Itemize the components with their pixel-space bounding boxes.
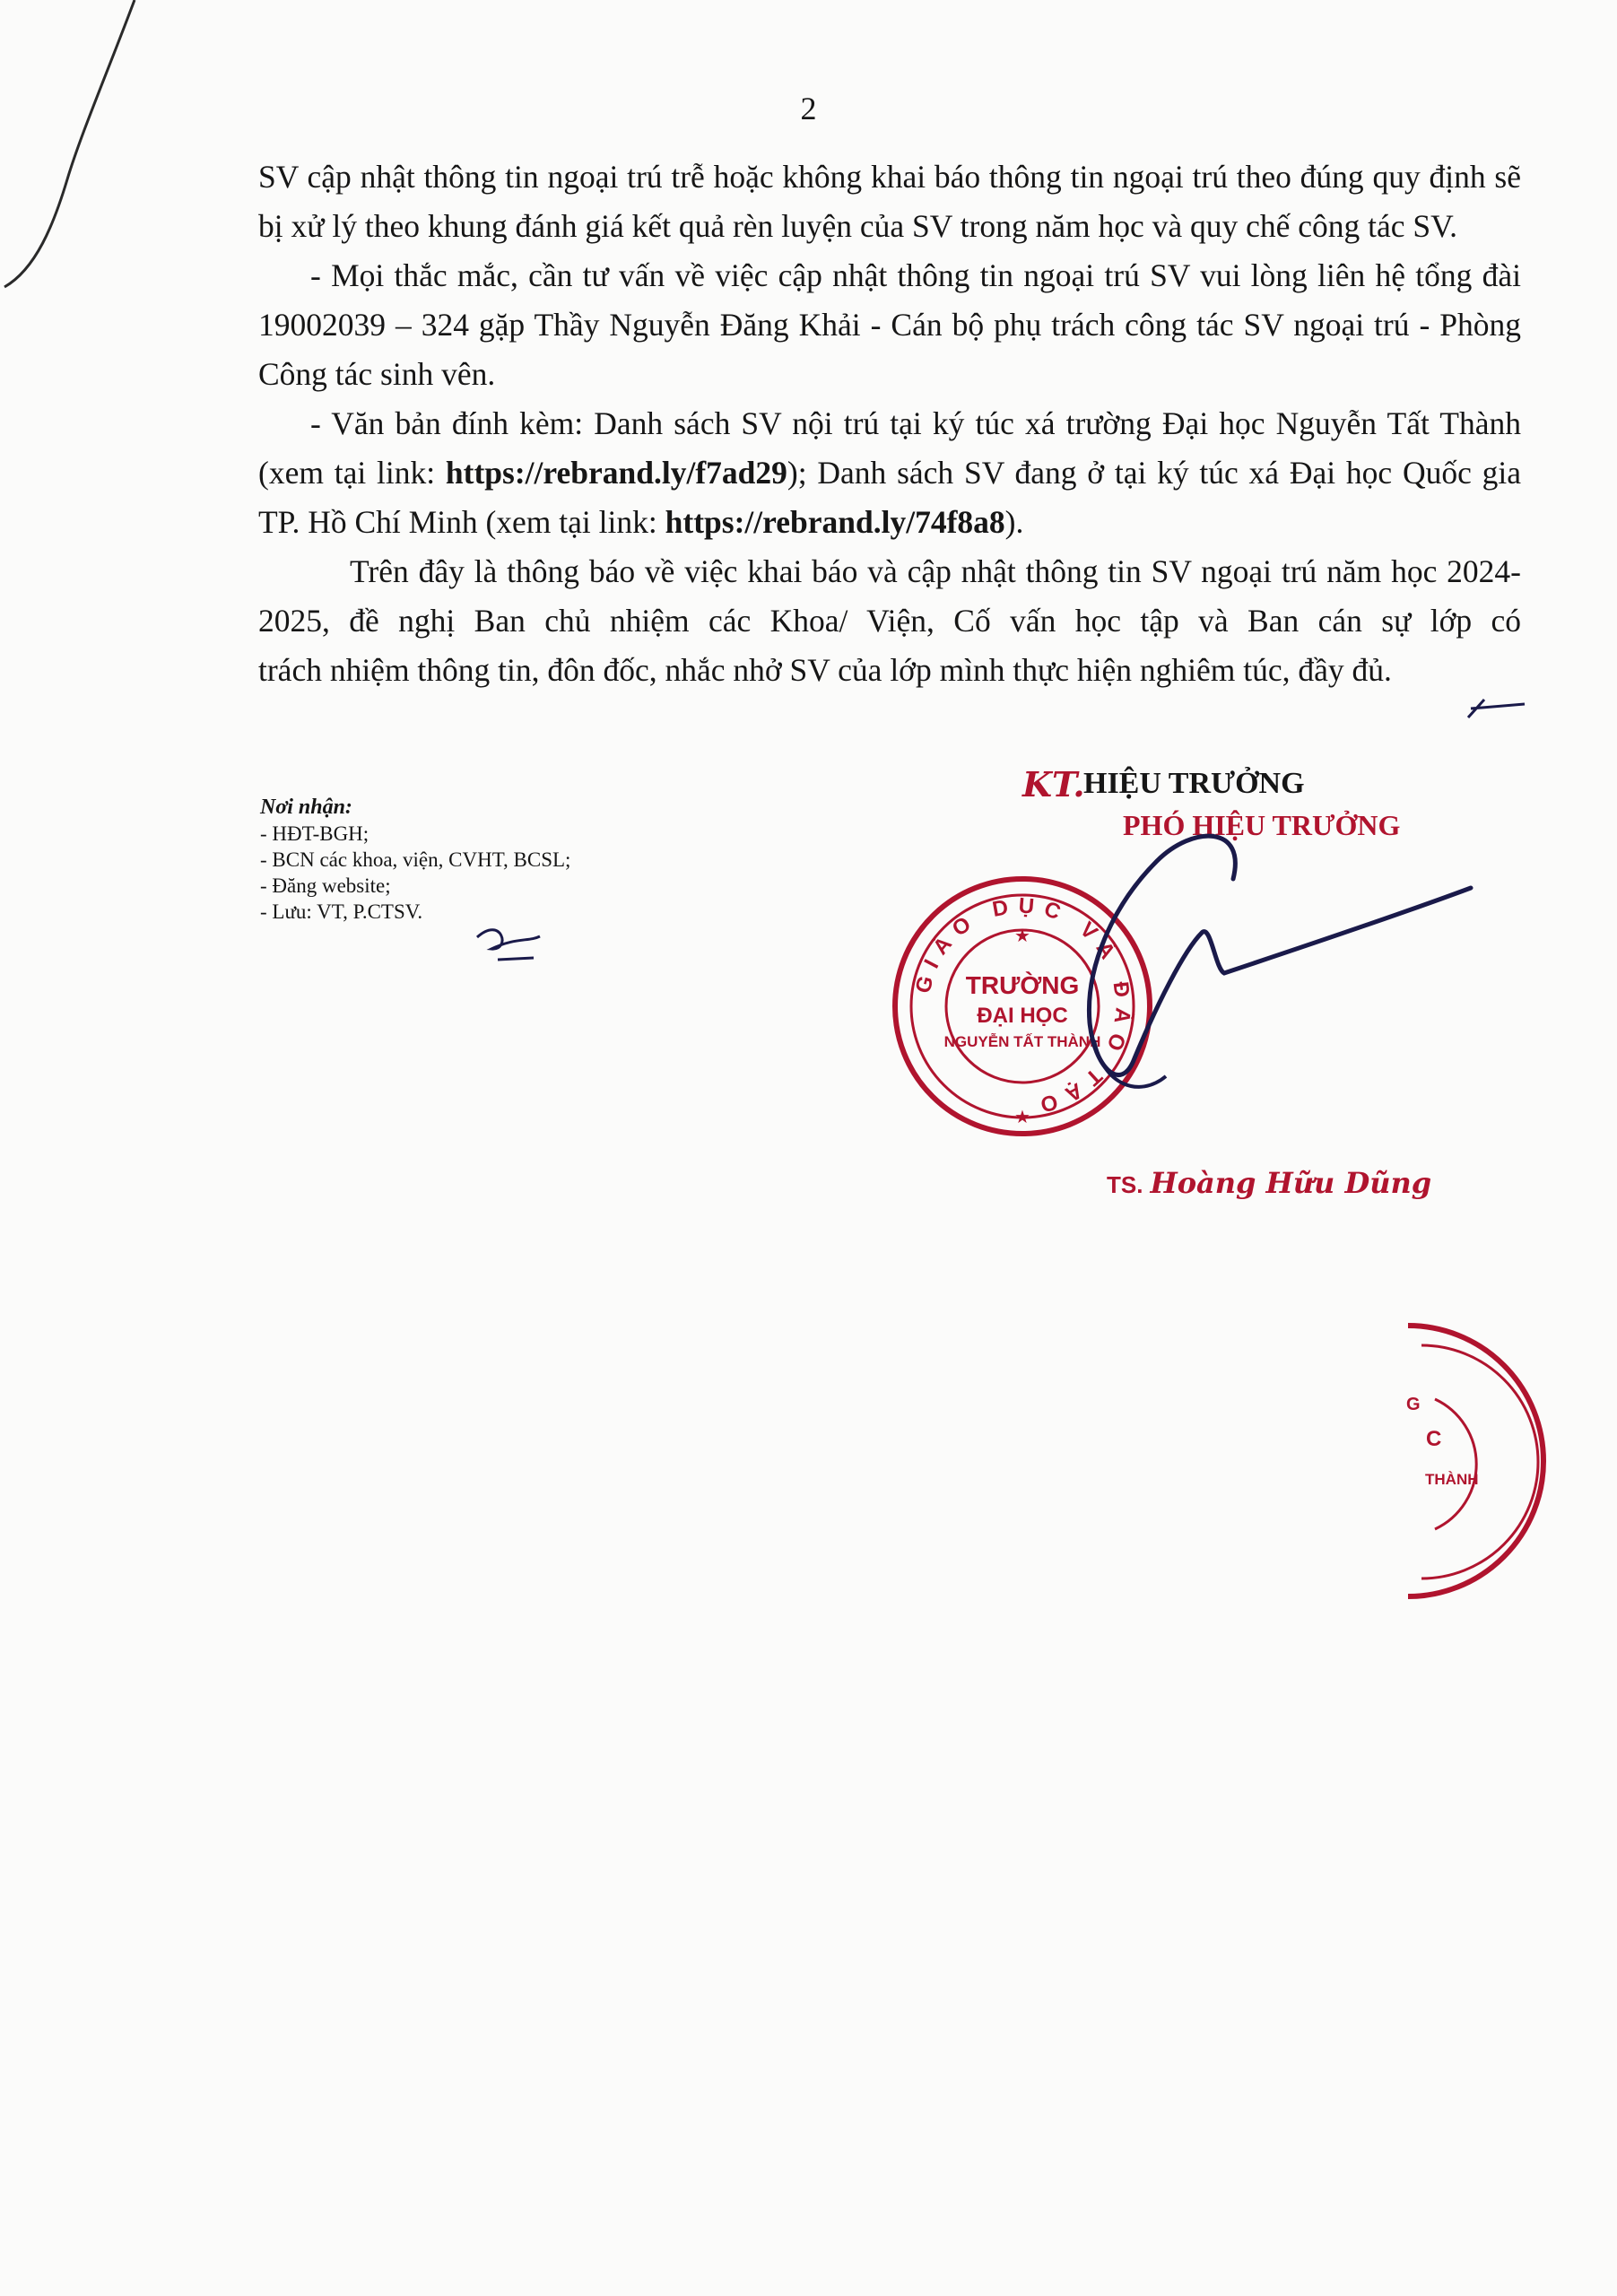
partial-seal-text-2: C bbox=[1426, 1427, 1442, 1451]
page-number: 2 bbox=[800, 91, 817, 126]
partial-seal-text-1: G bbox=[1406, 1395, 1421, 1414]
paragraph-1: SV cập nhật thông tin ngoại trú trễ hoặc không khai báo thông tin ngoại trú theo đúng quy định sẽ bị xử lý theo khung đánh giá kết quả rèn luyện của SV trong năm học và quy chế công tác SV. bbox=[258, 159, 1521, 244]
paragraph-end-mark bbox=[1468, 700, 1525, 718]
binding-mark bbox=[4, 0, 135, 287]
seal-star-bottom: ★ bbox=[1014, 1108, 1030, 1127]
paragraph-2: - Mọi thắc mắc, cần tư vấn về việc cập nhật thông tin ngoại trú SV vui lòng liên hệ tổng đài 19002039 – 324 gặp Thầy Nguyễn Đăng Khải - Cán bộ phụ trách công tác SV ngoại trú - Phòng Công tác sinh vên. bbox=[258, 257, 1521, 392]
recipient-item: - Đăng website; bbox=[260, 874, 391, 897]
seal-center-line-3: NGUYỄN TẤT THÀNH bbox=[943, 1033, 1101, 1050]
seal-ring-text: GIÁO DỤC VÀ ĐÀO TẠO bbox=[910, 893, 1135, 1119]
signature-title-2: PHÓ HIỆU TRƯỞNG bbox=[1123, 809, 1401, 841]
recipients-title: Nơi nhận: bbox=[260, 796, 352, 819]
attachment-link-1[interactable]: https://rebrand.ly/f7ad29 bbox=[445, 455, 787, 491]
recipient-item: - BCN các khoa, viện, CVHT, BCSL; bbox=[260, 848, 571, 871]
signer-prefix: TS. bbox=[1107, 1171, 1143, 1198]
attachment-link-2[interactable]: https://rebrand.ly/74f8a8 bbox=[665, 504, 1005, 540]
seal-center-line-2: ĐẠI HỌC bbox=[977, 1004, 1068, 1028]
partial-seal-text-3: THÀNH bbox=[1425, 1471, 1479, 1488]
signer-full-name: Hoàng Hữu Dũng bbox=[1150, 1166, 1432, 1200]
partial-seal bbox=[1406, 1326, 1543, 1596]
paragraph-4-text-a: Trên đây là thông báo về việc khai báo và cập nhật thông tin SV ngoại trú năm học 2024-2025, đề nghị Ban chủ nhiệm các Khoa/ Viện, Cố vấn học tập và Ban cán sự lớp có bbox=[258, 553, 1521, 639]
recipient-item: - HĐT-BGH; bbox=[260, 822, 369, 845]
paragraph-3-text-c: ). bbox=[1004, 504, 1024, 540]
initials-scribble bbox=[477, 930, 540, 960]
university-seal bbox=[895, 879, 1150, 1134]
seal-center-line-1: TRƯỜNG bbox=[965, 971, 1080, 999]
paragraph-3-text-a: - Văn bản đính kèm: Danh sách SV nội trú tại ký túc xá trường Đại học Nguyễn Tất Thành (xem tại link: bbox=[258, 405, 1521, 491]
signature-kt: KT. bbox=[1022, 764, 1085, 804]
signature-title-1: HIỆU TRƯỞNG bbox=[1083, 767, 1305, 800]
paragraph-4-text-b: trách nhiệm thông tin, đôn đốc, nhắc nhở SV của lớp mình thực hiện nghiêm túc, đầy đủ. bbox=[258, 652, 1392, 688]
seal-star: ★ bbox=[1014, 926, 1030, 946]
recipient-item: - Lưu: VT, P.CTSV. bbox=[260, 900, 423, 923]
paragraph-3-text-b: ); Danh sách SV đang ở tại ký túc xá Đại học Quốc gia TP. Hồ Chí Minh (xem tại link: bbox=[258, 455, 1522, 540]
